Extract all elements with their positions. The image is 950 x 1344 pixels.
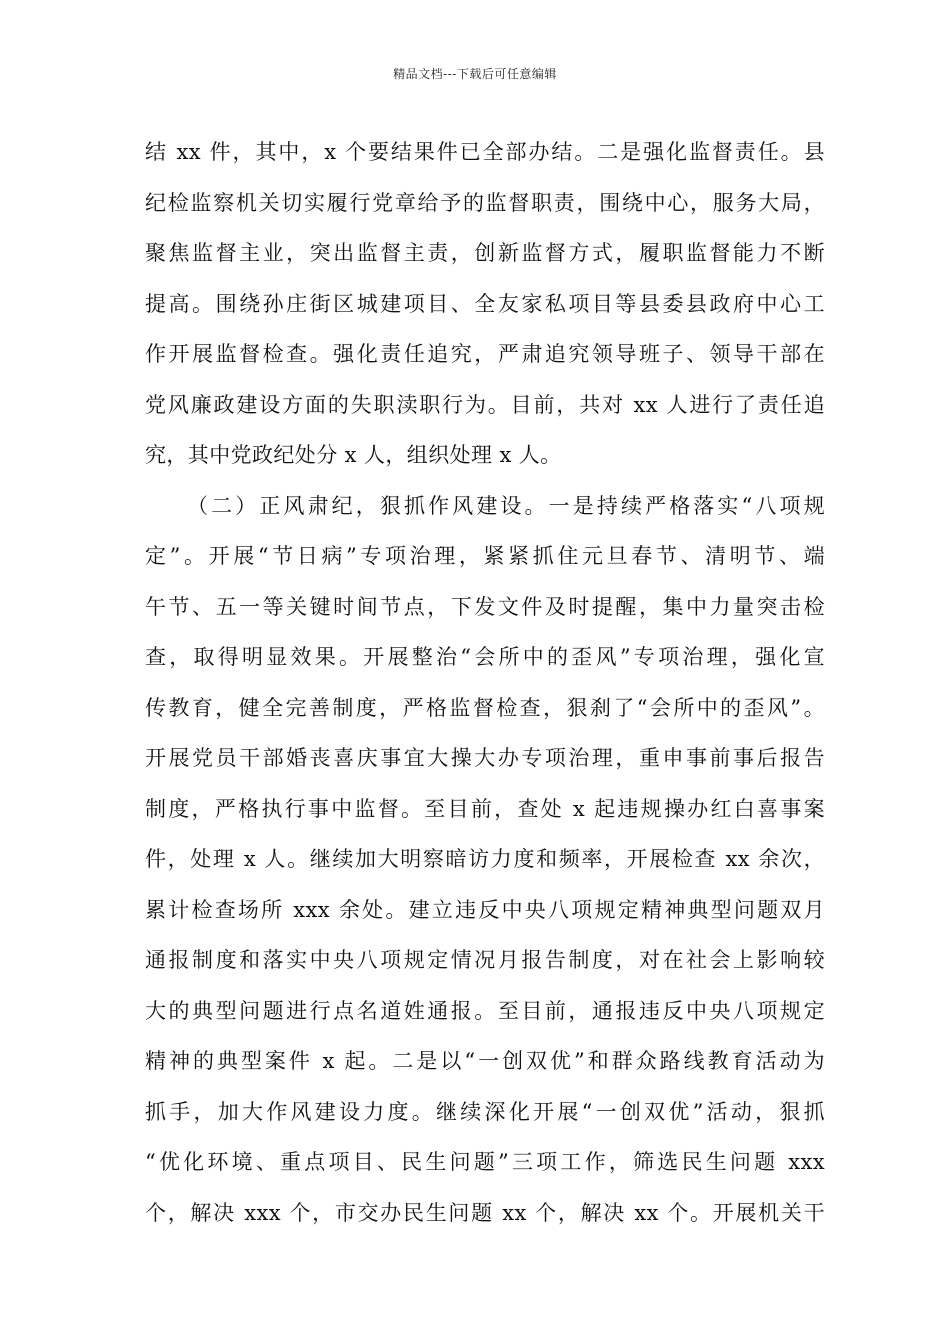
body-text [145, 134, 825, 1245]
text-line: 提高。围绕孙庄街区城建项目、全友家私项目等县委县政府中心工 [145, 291, 825, 316]
text-line: 作开展监督检查。强化责任追究，严肃追究领导班子、领导干部在 [145, 342, 825, 366]
text-line: 结 xx 件，其中，x 个要结果件已全部办结。二是强化监督责任。县 [145, 140, 825, 164]
text-line: 传教育，健全完善制度，严格监督检查，狠刹了“会所中的歪风”。 [145, 695, 825, 720]
text-line: 党风廉政建设方面的失职渎职行为。目前，共对 xx 人进行了责任追 [145, 392, 825, 417]
text-line: 大的典型问题进行点名道姓通报。至目前，通报违反中央八项规定 [145, 998, 825, 1023]
text-line: 开展党员干部婚丧喜庆事宜大操大办专项治理，重申事前事后报告 [145, 746, 825, 770]
text-line: 查，取得明显效果。开展整治“会所中的歪风”专项治理，强化宣 [145, 645, 825, 669]
text-line: 午节、五一等关键时间节点，下发文件及时提醒，集中力量突击检 [145, 594, 825, 619]
text-line: 制度，严格执行事中监督。至目前，查处 x 起违规操办红白喜事案 [145, 796, 825, 821]
text-line: 定”。开展“节日病”专项治理，紧紧抓住元旦春节、清明节、端 [145, 544, 825, 568]
text-line: 精神的典型案件 x 起。二是以“一创双优”和群众路线教育活动为 [145, 1049, 825, 1073]
text-line: 累计检查场所 xxx 余处。建立违反中央八项规定精神典型问题双月 [145, 897, 825, 922]
text-line: 件，处理 x 人。继续加大明察暗访力度和频率，开展检查 xx 余次， [145, 847, 825, 871]
text-line: 通报制度和落实中央八项规定情况月报告制度，对在社会上影响较 [145, 948, 825, 972]
page-header: 精品文档---下载后可任意编辑 [393, 67, 557, 81]
text-line: 究，其中党政纪处分 x 人，组织处理 x 人。 [145, 443, 562, 467]
text-line: 纪检监察机关切实履行党章给予的监督职责，围绕中心，服务大局， [145, 190, 825, 215]
text-line: 抓手，加大作风建设力度。继续深化开展“一创双优”活动，狠抓 [145, 1099, 825, 1124]
text-line: 个，解决 xxx 个，市交办民生问题 xx 个，解决 xx 个。开展机关干 [145, 1200, 825, 1225]
text-line: （二）正风肃纪，狠抓作风建设。一是持续严格落实“八项规 [187, 493, 825, 518]
text-line: 聚焦监督主业，突出监督主责，创新监督方式，履职监督能力不断 [145, 241, 825, 265]
text-line: “优化环境、重点项目、民生问题”三项工作，筛选民生问题 xxx [145, 1150, 825, 1174]
